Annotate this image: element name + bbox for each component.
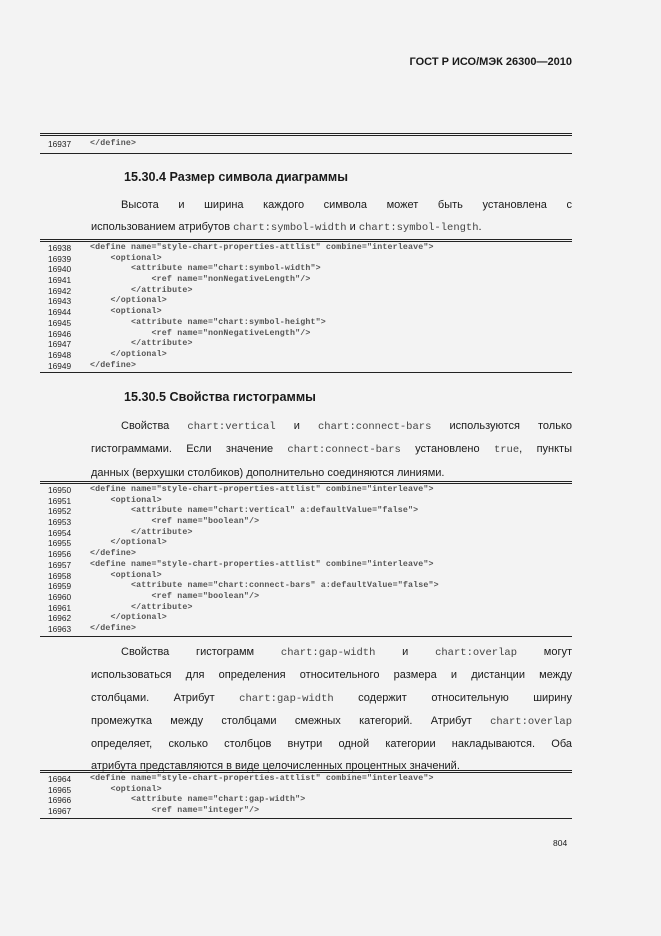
code-line <box>40 254 572 265</box>
code-text: </optional> <box>90 349 167 359</box>
code-block-2 <box>40 239 572 373</box>
line-number: 16947 <box>48 339 72 350</box>
code-line <box>40 528 572 539</box>
code-term: chart:overlap <box>435 647 517 659</box>
text-line: атрибута представляются в виде целочисленных процентных значений. <box>91 760 460 773</box>
code-term: chart:vertical <box>187 421 276 433</box>
line-number: 16945 <box>48 317 72 328</box>
code-line <box>40 139 572 150</box>
code-block-1 <box>40 133 572 154</box>
code-line <box>40 549 572 560</box>
line-number: 16963 <box>48 623 72 634</box>
code-line <box>40 785 572 796</box>
code-line <box>40 603 572 614</box>
code-line <box>40 506 572 517</box>
code-term: chart:overlap <box>490 715 572 728</box>
code-line <box>40 275 572 286</box>
code-rule-bottom <box>40 372 572 373</box>
code-line <box>40 592 572 603</box>
paragraph-gap-overlap <box>91 641 572 778</box>
code-term: chart:gap-width <box>239 692 334 705</box>
line-number: 16964 <box>48 774 72 784</box>
code-line <box>40 318 572 329</box>
text-line: гистограммами. Если значение chart:connect-bars установлено true, пункты <box>91 443 572 457</box>
code-line <box>40 496 572 507</box>
code-text: </define> <box>90 549 137 559</box>
line-number: 16941 <box>48 275 72 286</box>
code-line <box>40 339 572 350</box>
code-line <box>40 624 572 635</box>
text-line: использованием атрибутов chart:symbol-width и chart:symbol-length. <box>91 221 482 235</box>
line-number: 16962 <box>48 613 72 624</box>
code-text: <ref name="boolean"/> <box>90 591 260 601</box>
code-rule-bottom <box>40 153 572 154</box>
line-number: 16944 <box>48 307 72 318</box>
code-line <box>40 307 572 318</box>
code-text: <ref name="nonNegativeLength"/> <box>90 275 311 285</box>
code-line <box>40 264 572 275</box>
code-text: </define> <box>90 623 137 633</box>
code-line <box>40 296 572 307</box>
code-line <box>40 329 572 340</box>
code-line <box>40 560 572 571</box>
line-number: 16946 <box>48 328 72 339</box>
code-term: chart:connect-bars <box>317 421 432 433</box>
code-text: </attribute> <box>90 339 193 349</box>
code-text: <optional> <box>90 495 162 505</box>
line-number: 16952 <box>48 506 72 517</box>
code-term: chart:symbol-length <box>358 222 479 235</box>
line-number: 16938 <box>48 243 72 253</box>
code-line <box>40 538 572 549</box>
line-number: 16959 <box>48 581 72 592</box>
code-text: <optional> <box>90 570 162 580</box>
line-number: 16956 <box>48 549 72 560</box>
line-number: 16943 <box>48 296 72 307</box>
code-text: <define name="style-chart-properties-attlist" combine="interleave"> <box>90 559 434 569</box>
code-line <box>40 243 572 254</box>
code-line <box>40 286 572 297</box>
paragraph-bar-properties <box>91 415 572 484</box>
code-line <box>40 485 572 496</box>
line-number: 16949 <box>48 360 72 371</box>
code-line <box>40 517 572 528</box>
text-line: Свойства гистограмм chart:gap-width и chart:overlap могут <box>121 646 572 659</box>
text-line: столбцами. Атрибут chart:gap-width содержит относительную ширину <box>91 691 573 705</box>
code-term: chart:gap-width <box>280 647 376 659</box>
code-block-3 <box>40 481 572 637</box>
line-number: 16958 <box>48 570 72 581</box>
code-text: </define> <box>90 360 137 370</box>
line-number: 16967 <box>48 806 72 817</box>
code-text: </optional> <box>90 613 167 623</box>
line-number: 16961 <box>48 602 72 613</box>
paragraph-symbol-size <box>91 194 572 240</box>
code-text: <attribute name="chart:symbol-height"> <box>90 317 326 327</box>
code-line <box>40 613 572 624</box>
code-line <box>40 361 572 372</box>
code-text: </attribute> <box>90 602 193 612</box>
section-heading-15-30-5: 15.30.5 Свойства гистограммы <box>124 390 316 404</box>
code-text: <define name="style-chart-properties-attlist" combine="interleave"> <box>90 485 434 494</box>
code-line <box>40 774 572 785</box>
code-text: </optional> <box>90 538 167 548</box>
line-number: 16950 <box>48 485 72 495</box>
line-number: 16940 <box>48 264 72 275</box>
text-line: данных (верхушки столбиков) дополнительно соединяются линиями. <box>91 466 445 479</box>
code-line <box>40 806 572 817</box>
line-number: 16960 <box>48 591 72 602</box>
code-block-4 <box>40 770 572 819</box>
text-line: использоваться для определения относительного размера и дистанции между <box>91 669 572 682</box>
line-number: 16957 <box>48 559 72 570</box>
code-text: <optional> <box>90 307 162 317</box>
code-text: <attribute name="chart:symbol-width"> <box>90 264 321 274</box>
code-term: chart:symbol-width <box>233 222 347 235</box>
text-line: промежутка между столбцами смежных категорий. Атрибут chart:overlap <box>91 714 572 728</box>
code-term: chart:connect-bars <box>287 444 401 457</box>
code-line <box>40 571 572 582</box>
code-text: <ref name="integer"/> <box>90 806 260 816</box>
line-number: 16966 <box>48 795 72 806</box>
code-term: true <box>493 444 520 457</box>
code-text: <attribute name="chart:gap-width"> <box>90 795 306 805</box>
code-rule-bottom <box>40 636 572 637</box>
code-line <box>40 795 572 806</box>
code-text: <define name="style-chart-properties-attlist" combine="interleave"> <box>90 774 434 783</box>
line-number: 16965 <box>48 784 72 795</box>
section-heading-15-30-4: 15.30.4 Размер символа диаграммы <box>124 170 348 184</box>
line-number: 16942 <box>48 285 72 296</box>
code-line <box>40 581 572 592</box>
text-line: Высота и ширина каждого символа может быть установлена с <box>121 199 572 211</box>
line-number: 16951 <box>48 495 72 506</box>
document-header: ГОСТ Р ИСО/МЭК 26300—2010 <box>409 56 572 68</box>
line-number: 16937 <box>48 139 72 149</box>
code-text: </attribute> <box>90 285 193 295</box>
code-text: <define name="style-chart-properties-attlist" combine="interleave"> <box>90 243 434 252</box>
code-text: <ref name="boolean"/> <box>90 517 260 527</box>
page-number: 804 <box>553 838 568 848</box>
code-text: <optional> <box>90 784 162 794</box>
line-number: 16954 <box>48 527 72 538</box>
code-text: <attribute name="chart:connect-bars" a:defaultValue="false"> <box>90 581 439 591</box>
code-text: </attribute> <box>90 527 193 537</box>
code-text: <ref name="nonNegativeLength"/> <box>90 328 311 338</box>
text-line: Свойства chart:vertical и chart:connect-bars используются только <box>121 420 572 433</box>
code-text: </define> <box>90 139 137 148</box>
line-number: 16948 <box>48 349 72 360</box>
code-line <box>40 350 572 361</box>
code-rule-bottom <box>40 818 572 819</box>
code-text: <optional> <box>90 253 162 263</box>
code-text: </optional> <box>90 296 167 306</box>
text-line: определяет, сколько столбцов внутри одной категории накладываются. Оба <box>91 738 572 751</box>
line-number: 16939 <box>48 253 72 264</box>
code-text: <attribute name="chart:vertical" a:defaultValue="false"> <box>90 506 419 516</box>
line-number: 16955 <box>48 538 72 549</box>
line-number: 16953 <box>48 517 72 528</box>
